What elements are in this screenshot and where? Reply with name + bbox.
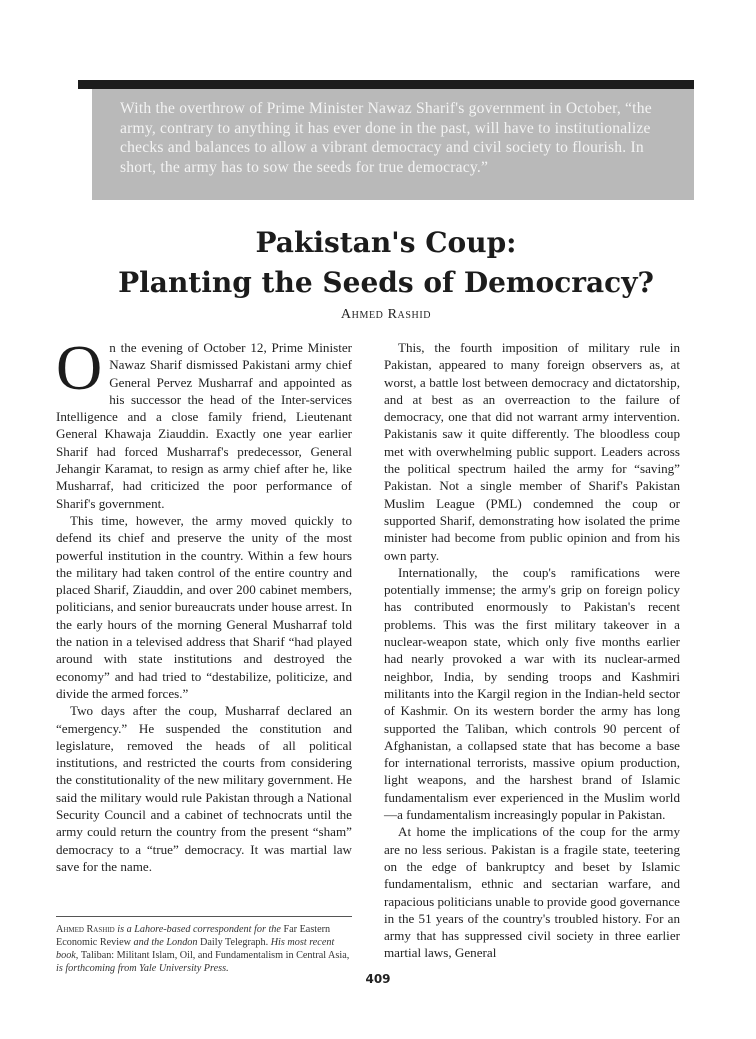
- abbreviation: PML: [490, 495, 518, 511]
- paragraph: Two days after the coup, Musharraf declared an “emergency.” He suspended the constitution and legislature, removed the heads of all political institutions, and restricted the courts from considering the constitutionality of the new military government. He said the military would rule Pakistan through a National Security Council and a cabinet of technocrats until the army could return the country from the present “sham” democracy to a “true” democracy. It was martial law save for the name.: [56, 703, 352, 874]
- paragraph: [56, 332, 352, 512]
- paragraph-text: This, the fourth imposition of military rule in Pakistan, appeared to many foreign observers as, at worst, a battle lost between democracy and dictatorship, and at best as an overreaction to the failure of democracy, one that did not warrant army intervention. Pakistanis saw it quite differently. The bloodless coup met with overwhelming public support. Leaders across the political spectrum hailed the army for “saving” Pakistan. Not a single member of Sharif's Pakistan Muslim League (: [384, 340, 680, 511]
- footnote-author: Ahmed Rashid: [56, 924, 115, 935]
- title-line-1: Pakistan's Coup:: [255, 226, 517, 259]
- drop-cap: O: [56, 332, 103, 403]
- pull-quote-text: With the overthrow of Prime Minister Nawaz Sharif's government in October, “the army, contrary to anything it has ever done in the past, will have to institutionalize checks and balances to allow a vibrant democracy and civil society to flourish. In short, the army has to sow the seeds for true democracy.”: [120, 100, 652, 176]
- footnote-divider: [56, 916, 352, 917]
- paragraph: Internationally, the coup's ramifications were potentially immense; the army's grip on foreign policy has contributed enormously to Pakistan's recent problems. This was the first military takeover in a nuclear-weapon state, which only five months earlier had nearly provoked a war with its nuclear-armed neighbor, India, by sending troops and Kashmiri militants into the Kargil region in the Indian-held sector of Kashmir. On its western border the army has long supported the Taliban, which controls 90 percent of Afghanistan, a collapsed state that has become a base for international terrorists, massive opium production, light weapons, and the harshest brand of Islamic fundamentalism ever experienced in the Muslim world—a fundamentalism increasingly popular in Pakistan.: [384, 564, 680, 823]
- book-title: Taliban: Militant Islam, Oil, and Fundamentalism in Central Asia,: [80, 950, 350, 961]
- paragraph-text: n the evening of October 12, Prime Minister Nawaz Sharif dismissed Pakistani army chief General Pervez Musharraf and appointed as his successor the head of the Inter-services Intelligence and a close family friend, Lieutenant General Khawaja Ziauddin. Exactly one year earlier Sharif had forced Musharraf's predecessor, General Jehangir Karamat, to resign as army chief after he, like Musharraf, had criticized the poor performance of Sharif's government.: [56, 340, 352, 511]
- page-number: 409: [365, 972, 391, 986]
- publication-name: Daily Telegraph.: [200, 937, 269, 948]
- pull-quote-box: [92, 89, 694, 200]
- paragraph: [384, 339, 680, 564]
- author-footnote: [56, 923, 352, 975]
- publication-name: Far Eastern Economic Review: [56, 924, 331, 948]
- article-title: [78, 224, 694, 302]
- right-column: [384, 339, 680, 962]
- footnote-text: and the London: [130, 937, 201, 948]
- footnote-text: is a Lahore-based correspondent for the: [114, 924, 284, 935]
- paragraph: At home the implications of the coup for the army are no less serious. Pakistan is a fragile state, teetering on the edge of bankruptcy and beset by Islamic fundamentalism, ethnic and sectarian warfare, and rapacious politicians unable to provide good governance in the 51 years of the country's troubled history. For an army that has suppressed civil society in three earlier martial laws, General: [384, 824, 680, 961]
- title-line-2: Planting the Seeds of Democracy?: [118, 266, 654, 299]
- byline: Ahmed Rashid: [340, 307, 432, 322]
- footnote-text: is forthcoming from Yale University Press.: [56, 963, 229, 974]
- paragraph: This time, however, the army moved quickly to defend its chief and preserve the unity of the most powerful institution in the country. Within a few hours the military had taken control of the entire country and placed Sharif, Ziauddin, and over 200 cabinet members, politicians, and senior bureaucrats under house arrest. In the early hours of the morning General Musharraf told the nation in a televised address that Sharif “had played around with state institutions and destroyed the economy” and had tried to “destabilize, politicize, and divide the armed forces.”: [56, 512, 352, 701]
- footnote-text: His most recent book,: [56, 937, 335, 961]
- paragraph-text: ) condemned the coup or supported Sharif, demonstrating how isolated the prime minister had become from public opinion and from his own party.: [384, 495, 680, 563]
- top-rule-bar: [78, 80, 694, 89]
- left-column: [56, 332, 352, 875]
